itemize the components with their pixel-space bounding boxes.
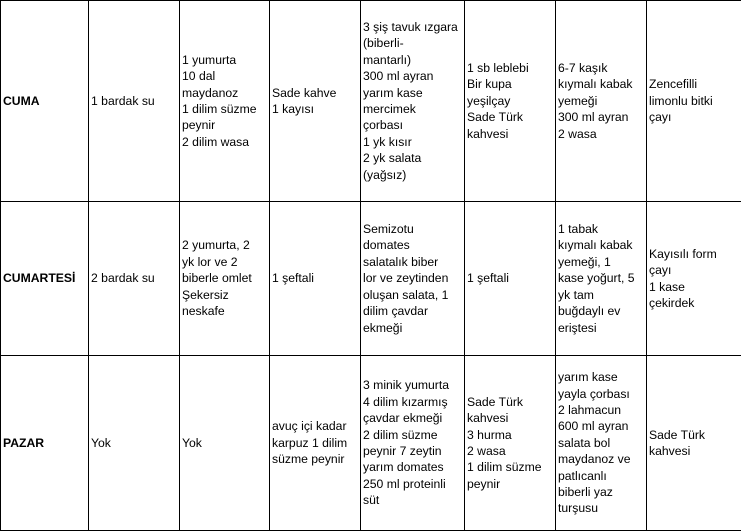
table-cell: 1 şeftali	[465, 202, 556, 356]
table-cell: 1 sb leblebi Bir kupa yeşilçay Sade Türk kahvesi	[465, 1, 556, 202]
table-cell: 3 şiş tavuk ızgara (biberli- mantarlı) 300 ml ayran yarım kase mercimek çorbası 1 yk kısır 2 yk salata (yağsız)	[361, 1, 465, 202]
day-label: CUMARTESİ	[1, 202, 89, 356]
table-cell: yarım kase yayla çorbası 2 lahmacun 600 ml ayran salata bol maydanoz ve patlıcanlı biberli yaz turşusu	[556, 356, 647, 531]
table-row	[1, 202, 741, 356]
table-cell: Semizotu domates salatalık biber lor ve zeytinden oluşan salata, 1 dilim çavdar ekmeği	[361, 202, 465, 356]
table-cell: Yok	[180, 356, 270, 531]
table-cell: 1 bardak su	[89, 1, 180, 202]
table-cell: Yok	[89, 356, 180, 531]
day-label: PAZAR	[1, 356, 89, 531]
table-cell: Kayısılı form çayı 1 kase çekirdek	[647, 202, 741, 356]
day-label: CUMA	[1, 1, 89, 202]
table-cell: 2 yumurta, 2 yk lor ve 2 biberle omlet Şekersiz neskafe	[180, 202, 270, 356]
table-cell: 1 yumurta 10 dal maydanoz 1 dilim süzme peynir 2 dilim wasa	[180, 1, 270, 202]
table-row	[1, 1, 741, 202]
table-cell: 1 şeftali	[270, 202, 361, 356]
table-cell: Zencefilli limonlu bitki çayı	[647, 1, 741, 202]
table-cell: Sade Türk kahvesi 3 hurma 2 wasa 1 dilim süzme peynir	[465, 356, 556, 531]
table-cell: Sade kahve 1 kayısı	[270, 1, 361, 202]
table-row	[1, 356, 741, 531]
table-cell: Sade Türk kahvesi	[647, 356, 741, 531]
table-cell: 2 bardak su	[89, 202, 180, 356]
table-cell: 3 minik yumurta 4 dilim kızarmış çavdar ekmeği 2 dilim süzme peynir 7 zeytin yarım domates 250 ml proteinli süt	[361, 356, 465, 531]
table-cell: avuç içi kadar karpuz 1 dilim süzme peynir	[270, 356, 361, 531]
table-cell: 6-7 kaşık kıymalı kabak yemeği 300 ml ayran 2 wasa	[556, 1, 647, 202]
table-cell: 1 tabak kıymalı kabak yemeği, 1 kase yoğurt, 5 yk tam buğdaylı ev eriştesi	[556, 202, 647, 356]
